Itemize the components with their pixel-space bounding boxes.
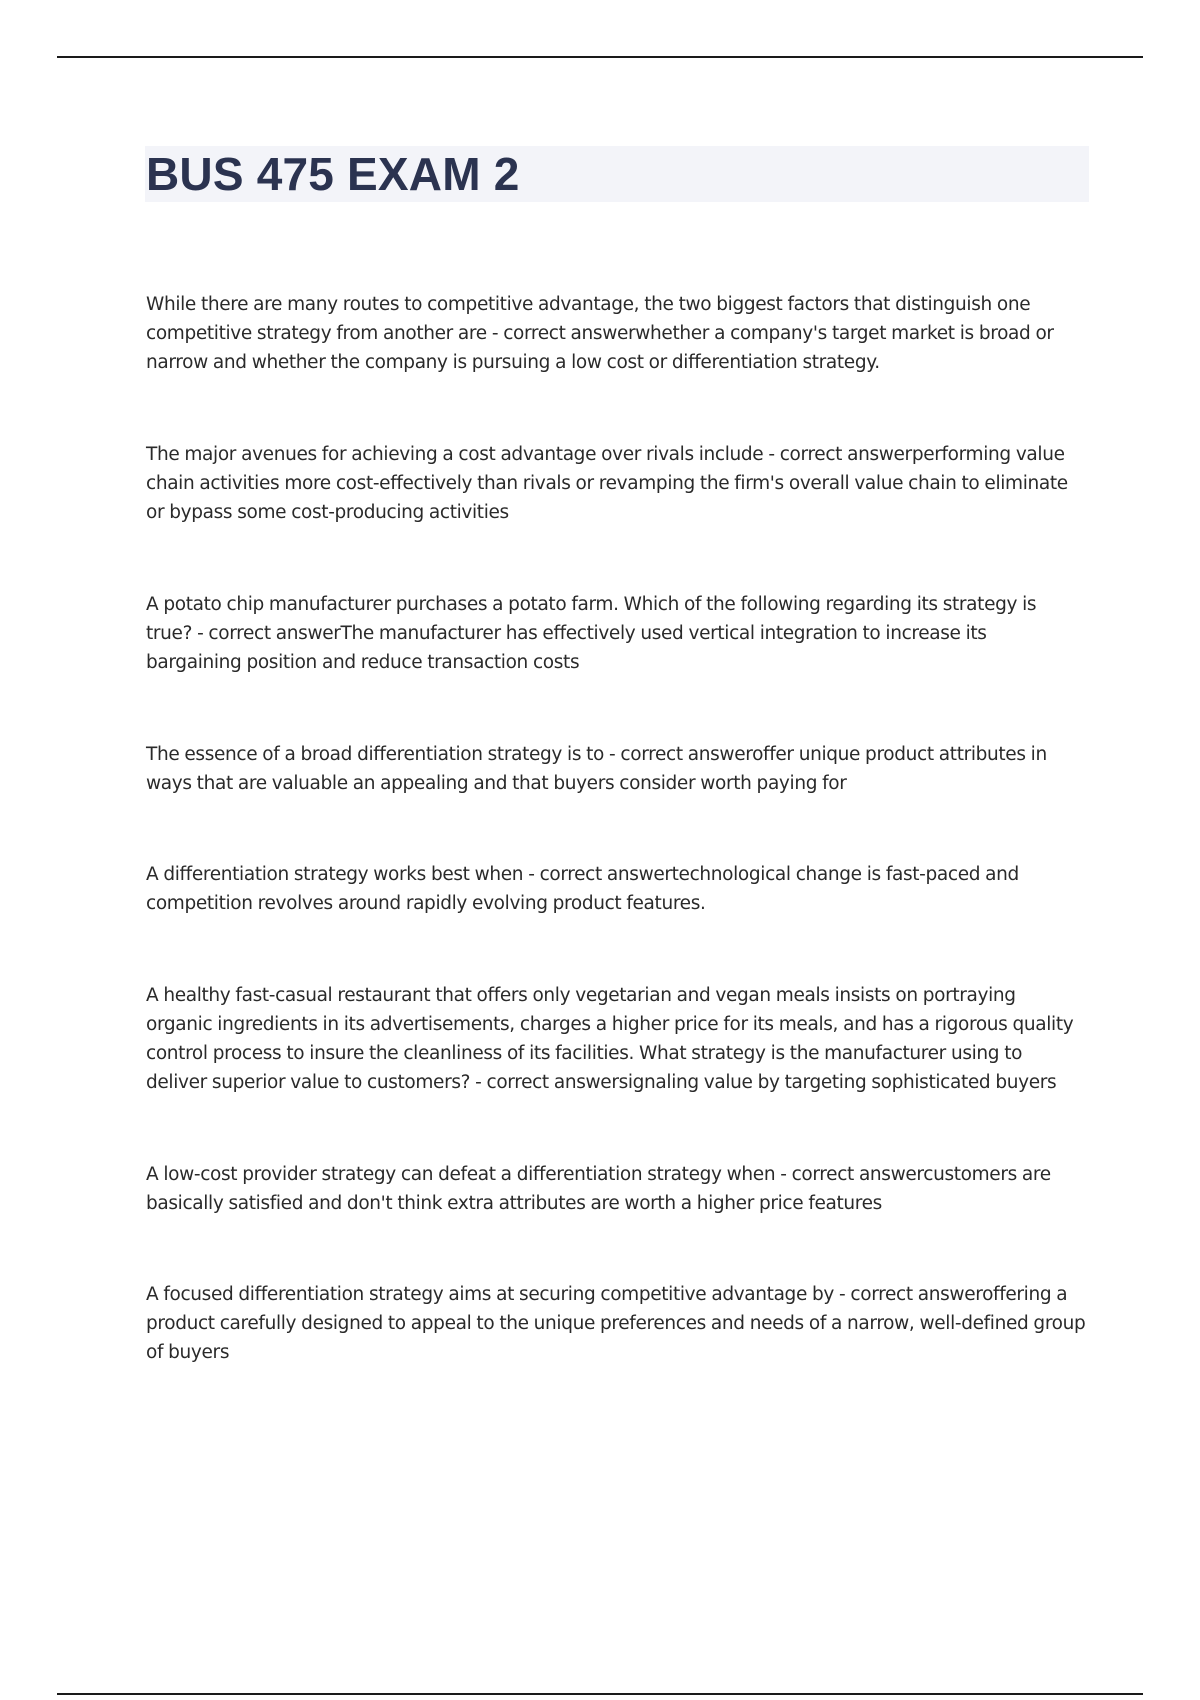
qa-entry-2 xyxy=(146,440,1086,527)
answer-text: customers are basically satisfied and don't think extra attributes are worth a higher price features xyxy=(146,1164,1051,1214)
question-text: A healthy fast-casual restaurant that offers only vegetarian and vegan meals insists on portraying organic ingredients in its advertisements, charges a higher price for its meals, and has a rigorous quality control process to insure the cleanliness of its facilities. What strategy is the manufacturer using to deliver superior value to customers? xyxy=(146,985,1074,1093)
qa-entry-1 xyxy=(146,290,1086,377)
question-text: A differentiation strategy works best when xyxy=(146,864,524,885)
answer-text: offer unique product attributes in ways that are valuable an appealing and that buyers consider worth paying for xyxy=(146,744,1047,794)
qa-entry-4 xyxy=(146,740,1086,798)
qa-entry-6 xyxy=(146,981,1086,1097)
answer-text: The manufacturer has effectively used vertical integration to increase its bargaining position and reduce transaction costs xyxy=(146,623,987,673)
document-title: BUS 475 EXAM 2 xyxy=(146,148,520,200)
answer-separator: - correct answer xyxy=(486,323,636,344)
qa-entry-8 xyxy=(146,1280,1086,1367)
question-text: A focused differentiation strategy aims at securing competitive advantage by xyxy=(146,1284,835,1305)
answer-text: signaling value by targeting sophisticated buyers xyxy=(618,1072,1057,1093)
answer-separator: - correct answer xyxy=(192,623,341,644)
answer-text: offering a product carefully designed to appeal to the unique preferences and needs of a narrow, well-defined group of buyers xyxy=(146,1284,1086,1363)
answer-separator: - correct answer xyxy=(523,864,672,885)
answer-separator: - correct answer xyxy=(763,444,912,465)
answer-text: whether a company's target market is broad or narrow and whether the company is pursuing a low cost or differentiation strategy. xyxy=(146,323,1054,373)
question-text: A low-cost provider strategy can defeat a differentiation strategy when xyxy=(146,1164,776,1185)
answer-separator: - correct answer xyxy=(470,1072,619,1093)
answer-separator: - correct answer xyxy=(834,1284,983,1305)
answer-separator: - correct answer xyxy=(775,1164,924,1185)
question-text: The essence of a broad differentiation strategy is to xyxy=(146,744,605,765)
bottom-rule xyxy=(57,1693,1143,1695)
question-text: A potato chip manufacturer purchases a potato farm. Which of the following regarding its strategy is true? xyxy=(146,594,1037,644)
answer-text: performing value chain activities more cost-effectively than rivals or revamping the firm's overall value chain to eliminate or bypass some cost-producing activities xyxy=(146,444,1068,523)
question-text: The major avenues for achieving a cost advantage over rivals include xyxy=(146,444,764,465)
question-text: While there are many routes to competitive advantage, the two biggest factors that distinguish one competitive strategy from another are xyxy=(146,294,1031,344)
answer-separator: - correct answer xyxy=(604,744,753,765)
qa-entry-7 xyxy=(146,1160,1086,1218)
answer-text: technological change is fast-paced and competition revolves around rapidly evolving product features. xyxy=(146,864,1019,914)
qa-entry-3 xyxy=(146,590,1086,677)
top-rule xyxy=(57,56,1143,58)
qa-entry-5 xyxy=(146,860,1086,918)
